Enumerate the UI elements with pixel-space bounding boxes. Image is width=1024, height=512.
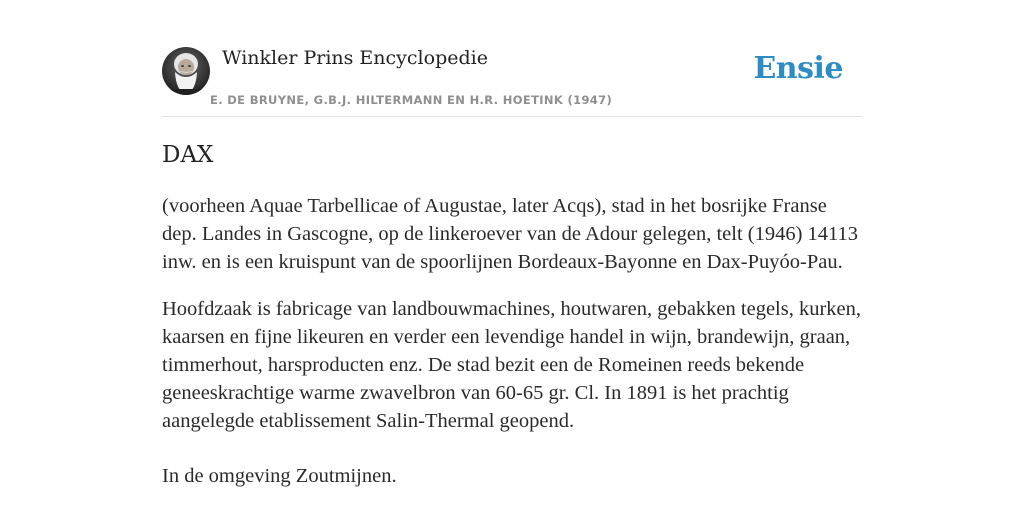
entry-paragraph: In de omgeving Zoutmijnen. — [162, 465, 397, 487]
entry-paragraph: (voorheen Aquae Tarbellicae of Augustae, later Acqs), stad in het bosrijke Franse dep. Landes in Gascogne, op de linkeroever van de Adour gelegen, telt (1946) 14113 inw. en is een kruispunt van de spoorlijnen Bordeaux-Bayonne en Dax-Puyóo-Pau. — [162, 195, 859, 273]
author-avatar — [162, 47, 210, 95]
site-title-link[interactable]: Winkler Prins Encyclopedie — [222, 47, 488, 69]
header — [162, 0, 862, 117]
page — [162, 0, 862, 512]
authors-credit: E. DE BRUYNE, G.B.J. HILTERMANN EN H.R. HOETINK (1947) — [210, 93, 613, 107]
author-portrait-icon — [162, 47, 210, 95]
entry-title: DAX — [162, 142, 214, 168]
entry-paragraph: Hoofdzaak is fabricage van landbouwmachines, houtwaren, gebakken tegels, kurken, kaarsen en fijne likeuren en verder een levendige handel in wijn, brandewijn, graan, timmerhout, harsproducten enz. De stad bezit een de Romeinen reeds bekende geneeskrachtige warme zwavelbron van 60-65 gr. Cl. In 1891 is het prachtig aangelegde etablissement Salin-Thermal geopend. — [162, 298, 862, 432]
ensie-logo-link[interactable]: Ensie — [753, 51, 843, 86]
entry-body — [162, 192, 862, 509]
